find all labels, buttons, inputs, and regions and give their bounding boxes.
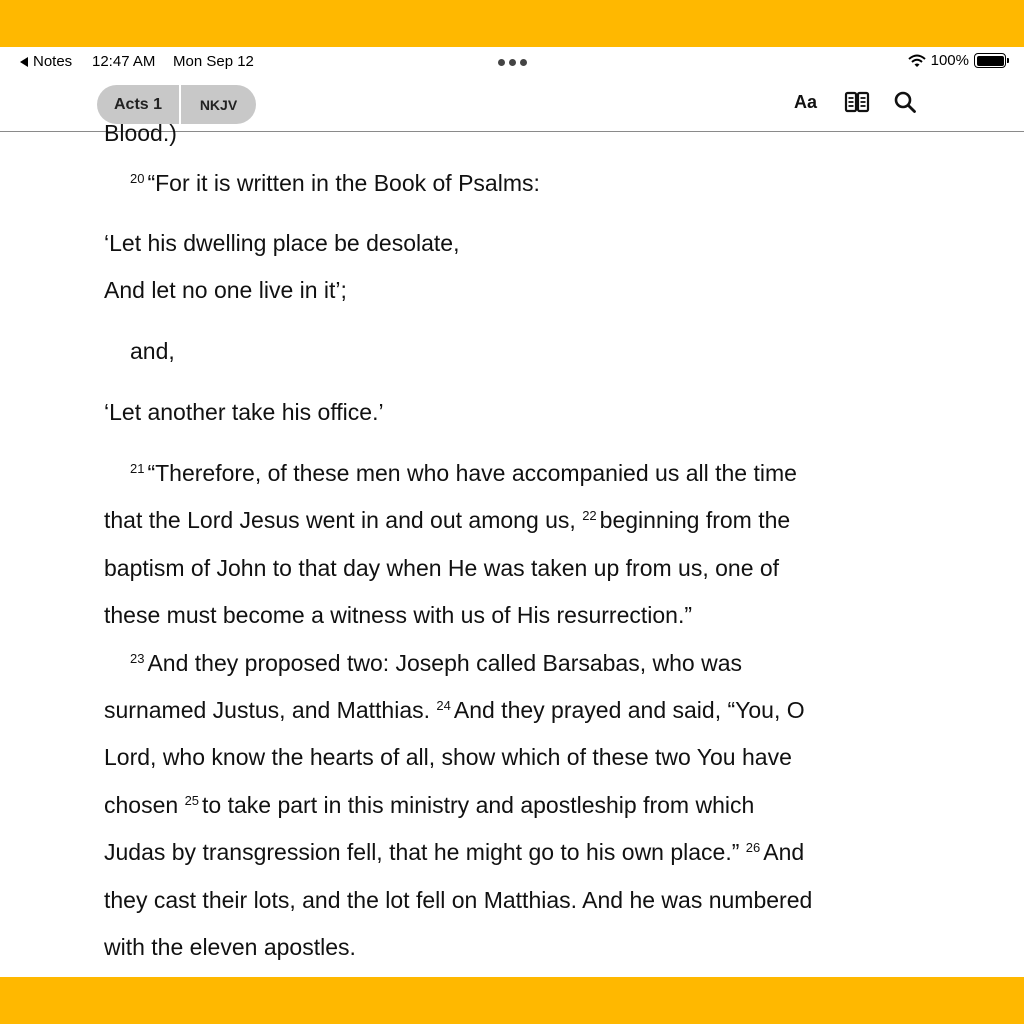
app-screen: [0, 47, 1024, 977]
wifi-icon: [908, 54, 926, 68]
passage-line: chosen $^{25}$ to take part in this ministry and apostleship from which: [104, 792, 755, 818]
status-right: [908, 52, 1006, 69]
poetry-line: ‘Let his dwelling place be desolate,: [104, 230, 460, 256]
parallel-book-icon[interactable]: [844, 91, 870, 113]
status-date: Mon Sep 12: [173, 53, 254, 70]
verse-number[interactable]: 24: [436, 698, 451, 713]
verse-number[interactable]: 26: [745, 840, 761, 855]
back-to-notes[interactable]: [20, 53, 72, 70]
passage-line: with the eleven apostles.: [104, 934, 356, 960]
verse-number[interactable]: 22: [582, 508, 597, 523]
passage-line: these must become a witness with us of His resurrection.”: [104, 602, 693, 628]
book-chapter-button[interactable]: Acts 1: [97, 85, 181, 124]
back-label: Notes: [33, 53, 73, 70]
passage-line: baptism of John to that day when He was taken up from us, one of: [104, 555, 780, 581]
poetry-line: And let no one live in it’;: [104, 277, 347, 303]
passage-line: and,: [130, 338, 175, 364]
passage-line: $^{23}$ And they proposed two: Joseph called Barsabas, who was: [130, 650, 742, 676]
passage-line: surnamed Justus, and Matthias. $^{24}$ And they prayed and said, “You, O: [104, 697, 805, 723]
back-arrow-icon: [20, 57, 28, 67]
verse-number[interactable]: 21: [130, 461, 145, 476]
poetry-line: ‘Let another take his office.’: [104, 399, 384, 425]
verse-number[interactable]: 23: [130, 651, 145, 666]
status-bar: [0, 47, 1024, 77]
passage-line: Judas by transgression fell, that he might go to his own place.” $^{26}$ And: [104, 839, 805, 865]
passage-line: they cast their lots, and the lot fell on Matthias. And he was numbered: [104, 887, 813, 913]
passage-selector: [97, 85, 256, 124]
version-button[interactable]: NKJV: [199, 96, 238, 113]
battery-percent: 100%: [930, 52, 969, 69]
battery-icon: [974, 53, 1006, 68]
status-time: 12:47 AM: [92, 53, 156, 70]
verse-number[interactable]: 25: [184, 793, 200, 808]
multitasking-dots-icon[interactable]: [498, 59, 527, 66]
toolbar-tools: [794, 91, 916, 113]
passage-line: that the Lord Jesus went in and out among us, $^{22}$ beginning from the: [104, 507, 791, 533]
passage-line: $^{21}$ “Therefore, of these men who have accompanied us all the time: [130, 460, 797, 486]
passage-line: $^{20}$ “For it is written in the Book of Psalms:: [130, 170, 540, 196]
verse-number[interactable]: 20: [130, 171, 145, 186]
passage-line: Blood.): [104, 120, 177, 146]
search-icon[interactable]: [894, 91, 916, 113]
passage-line: Lord, who know the hearts of all, show which of these two You have: [104, 744, 792, 770]
text-settings-icon[interactable]: Aa: [794, 91, 818, 112]
